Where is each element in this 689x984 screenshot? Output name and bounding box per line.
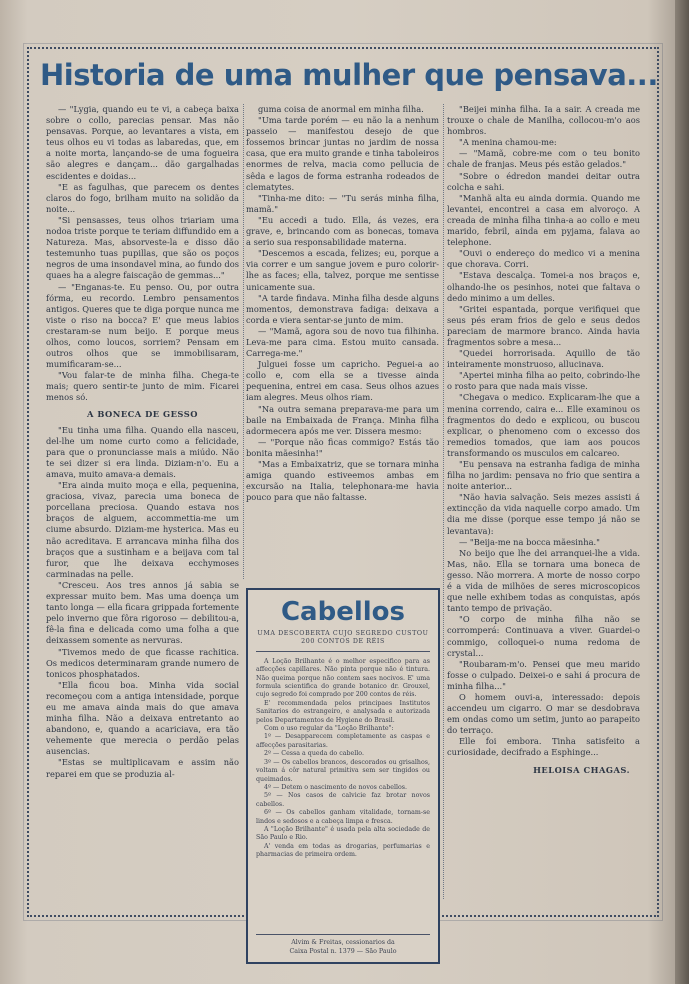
paragraph: guma coisa de anormal em minha filha. [258, 104, 424, 114]
paragraph: "O corpo de minha filha não se corromperá: Continuava a viver. Guardei-o commigo, colloquei-o numa redoma de crystal... [447, 614, 640, 658]
paragraph: "Mas a Embaixatriz, que se tornara minha amiga quando estiveemos ambas em excursão na Italia, telephonara-me havia pouco para que não faltasse. [246, 459, 439, 503]
paragraph: "Tivemos medo de que ficasse rachitica. Os medicos determinaram grande numero de tonicos phosphatados. [46, 646, 239, 679]
paragraph: "Vou falar-te de minha filha. Chega-te mais; quero sentir-te junto de mim. Ficarei menos só. [46, 370, 239, 403]
paragraph: "E as fagulhas, que parecem os dentes claros do fogo, brilham muito na solidão da noite... [46, 181, 239, 214]
paragraph: "Eu tinha uma filha. Quando ella nasceu, del-lhe um nome curto como a felicidade, para que o pronunciasse mais a miúdo. Não te sei dizer si era linda. Diziam-n'o. Eu a amava, muito amava-a demais. [46, 424, 239, 479]
column-divider [443, 104, 444, 899]
paragraph: 6º — Os cabellos ganham vitalidade, tornam-se lindos e sedosos e a cabeça limpa e fresca. [256, 809, 430, 825]
paragraph: Com o uso regular da "Loção Brilhante": [264, 725, 394, 733]
paragraph: — "Enganas-te. Eu penso. Ou, por outra fórma, eu recordo. Lembro pensamentos antigos. Queres que te diga porque nunca me viste o riso na bocca? E' que meus labios crestaram-se num beijo. E porque meus olhos, como loucos, sorriem? Pensam em outros olhos que se immobilisaram, mumificaram-se... [46, 281, 239, 370]
paragraph: "Estas se multiplicavam e assim não reparei em que se produzia al- [46, 757, 239, 779]
paragraph: 3º — Os cabellos brancos, descorados ou grisalhos, voltam á côr natural primitiva sem ser tingidos ou queimados. [256, 758, 430, 783]
paragraph: "Sobre o édredon mandei deitar outra colcha e sahi. [447, 170, 640, 192]
paragraph: "Quedei horrorisada. Aquillo de tão inteiramente monstruoso, allucinava. [447, 348, 640, 370]
paragraph: "Beijei minha filha. Ia a sair. A creada me trouxe o chale de Manilha, collocou-m'o aos hombros. [447, 104, 640, 137]
paragraph: 4º — Detem o nascimento de novos cabellos. [264, 783, 407, 791]
paragraph: "A menina chamou-me: [459, 137, 557, 148]
paragraph: "Eu accedi a tudo. Ella, ás vezes, era grave, e, brincando com as bonecas, tomava a serio sua responsabilidade materna. [246, 214, 439, 248]
paragraph: "Chegava o medico. Explicaram-lhe que a menina correndo, caira e... Elle examinou os fragmentos do dedo e explicou, ou buscou explicar, o phenomeno com o excesso dos remedios tomados, que iam aos poucos transformando os musculos em calcareo. [447, 392, 640, 458]
paragraph: "Gritei espantada, porque verifiquei que seus pés eram frios de gelo e seus dedos pareciam de marmore branco. Ainda havia fragmentos sobre a mesa... [447, 303, 640, 347]
paragraph: 2º — Cessa a queda do cabello. [264, 750, 364, 758]
paragraph: "Era ainda muito moça e ella, pequenina, graciosa, vivaz, parecia uma boneca de porcellana preciosa. Quando estava nos braços de alguem, accommettia-me um ciume absurdo. Diziam-me hysterica. Mas eu não acreditava. E arrancava minha filha dos braços que a sustinham e a beijava com tal furor, que lhe deixava ecchymoses carminadas na pelle. [46, 480, 239, 579]
paragraph: — "Porque não ficas commigo? Estás tão bonita mãesinha!" [246, 436, 439, 458]
paragraph: Julguei fosse um capricho. Peguei-a ao collo e, com ella se a tivesse ainda pequenina, entrei em casa. Seus olhos azues iam alegres. Meus olhos riam. [246, 359, 439, 403]
paragraph: "A tarde findava. Minha filha desde alguns momentos, demonstrava fadiga: deixava a corda e viera sentar-se junto de mim. [246, 292, 439, 325]
paragraph: "Na outra semana preparava-me para um baile na Embaixada de França. Minha filha adormecera após me ver. Dissera mesmo: [246, 403, 439, 436]
article-column-3 [447, 104, 640, 899]
paragraph: O homem ouvi-a, interessado: depois accendeu um cigarro. O mar se desdobrava em ondas como um setim, junto ao parapeito do terraço. [447, 691, 640, 736]
paragraph: "Ella ficou boa. Minha vida social recomeçou com a antiga intensidade, porque eu me amava ainda mais do que amava minha filha. Não a deixava entretanto ao abandono, e, quando a acariciava, era tão vehemente que merecia o perdão pelas ausencias. [46, 679, 239, 757]
cabellos-advertisement [246, 588, 440, 964]
article-column-1 [46, 104, 239, 899]
paragraph: "Não havia salvação. Seis mezes assisti á extincção da vida naquelle corpo amado. Um dia me disse (porque esse tempo já não se levantava): [447, 492, 640, 536]
paragraph: "Cresceu. Aos tres annos já sabia se expressar muito bem. Mas uma doença um tanto longa — ella ficara grippada fortemente pelo inverno que fôra rigoroso — debilitou-a, fê-la fina e delicada como uma folha a que deixassem somente as nervuras. [46, 579, 239, 646]
ad-footer [256, 934, 430, 956]
paragraph: — "Beija-me na bocca mãesinha." [459, 536, 600, 547]
column-divider [243, 104, 244, 579]
paragraph: A Loção Brilhante é o melhor especifico para as affecções capillares. Não pinta porque não é tintura. Não queima porque não contem saes nocivos. E' uma formula scientifica do grande botanico dr. Grouxel, cujo segredo foi comprado por 200 contos de réis. [256, 657, 430, 699]
article-headline: Historia de uma mulher que pensava... [40, 58, 658, 92]
ad-subtitle: UMA DESCOBERTA CUJO SEGREDO CUSTOU 200 CONTOS DE RÉIS [256, 630, 430, 652]
paragraph: — "Mamã, agora sou de novo tua filhinha. Leva-me para cima. Estou muito cansada. Carrega-me." [246, 325, 439, 359]
paragraph: A' venda em todas as drogarias, perfumarias e pharmacias de primeira ordem. [256, 842, 430, 859]
paragraph: Elle foi embora. Tinha satisfeito a curiosidade, decifrado a Esphinge... [447, 736, 640, 758]
paragraph: 1º — Desapparecem completamente as caspas e affecções parasitarias. [256, 733, 430, 749]
ad-body [256, 658, 430, 860]
paragraph: A "Loção Brilhante" é usada pela alta sociedade de São Paulo e Rio. [256, 825, 430, 842]
ad-footer-line: Caixa Postal n. 1379 — São Paulo [289, 947, 397, 955]
paragraph: "Si pensasses, teus olhos triariam uma nodoa triste porque te teriam diffundido em a Natureza. Mas, absorveste-la e disso dão testemunho tuas pupillas, que são os poços negros de uma insondavel mina, ao fundo dos quaes ha a alegre faiscação de gemmas..." [46, 214, 239, 281]
paragraph: "Tinha-me dito: — "Tu serás minha filha, mamã." [246, 192, 439, 214]
column-2-paragraphs [246, 104, 439, 503]
ad-title: Cabellos [280, 597, 406, 627]
paragraph: "Estava descalça. Tomei-a nos braços e, olhando-lhe os pesinhos, notei que faltava o dedo minimo a um delles. [447, 270, 640, 303]
paragraph: "Descemos a escada, felizes; eu, porque a via correr e um sangue jovem e puro colorir-lhe as faces; ella, talvez, porque me sentisse unicamente sua. [246, 248, 439, 292]
paragraph: "Manhã alta eu ainda dormia. Quando me levantei, encontrei a casa em alvoroço. A creada de minha filha tinha-a ao collo e meu marido, febril, ainda em pyjama, falava ao telephone. [447, 192, 640, 248]
column-1-paragraphs-continued [46, 425, 239, 780]
section-subhead: A BONECA DE GESSO [87, 408, 198, 419]
paragraph: No beijo que lhe dei arranquei-lhe a vida. Mas, não. Ella se tornara uma boneca de gesso. Não morrera. A morte de nosso corpo é a vida de milhões de seres microscopicos que nelle exhibem todas as conquistas, após tanto tempo de privação. [447, 547, 640, 614]
paragraph: 5º — Nos casos de calvicie faz brotar novos cabellos. [256, 792, 430, 808]
author-signature: HELOISA CHAGAS. [533, 764, 630, 775]
paragraph: "Roubaram-m'o. Pensei que meu marido fosse o culpado. Deixei-o e sahi á procura de minha filha..." [447, 658, 640, 691]
column-3-paragraphs [447, 104, 640, 759]
paragraph: — "Lygia, quando eu te vi, a cabeça baixa sobre o collo, parecias pensar. Mas não pensavas. Porque, ao levantares a vista, em teus olhos eu vi todas as labaredas, que, em a noite morta, lançando-se de uma fogueira são alegres e dançam... dão gargalhadas escidentes e doidas... [46, 104, 239, 181]
paragraph: "Uma tarde porém — eu não la a nenhum passeio — manifestou desejo de que fossemos brincar juntas no jardim de nossa casa, que era muito grande e tinha taboleiros enormes de relva, macia como pellucia de sêda e lagos de forma estranha rodeados de clematytes. [246, 115, 439, 192]
paragraph: "Ouvi o endereço do medico vi a menina que chorava. Corri. [447, 248, 640, 270]
paragraph: E' recommendada pelos principaes Institutos Sanitarios do estrangeiro, e analysada e autorizada pelos Departamentos de Hygiene do Brasil. [256, 699, 430, 724]
paragraph: "Apertei minha filha ao peito, cobrindo-lhe o rosto para que nada mais visse. [447, 370, 640, 392]
column-1-paragraphs [46, 104, 239, 404]
page-binding-edge [675, 0, 689, 984]
ad-footer-line: Alvim & Freitas, cessionarios da [291, 939, 395, 947]
article-column-2 [246, 104, 439, 587]
paragraph: "Eu pensava na estranha fadiga de minha filha no jardim: pensava no frio que sentira a noite anterior... [447, 459, 640, 492]
paragraph: — "Mamã, cobre-me com o teu bonito chale de franjas. Meus pés estão gelados." [447, 148, 640, 170]
